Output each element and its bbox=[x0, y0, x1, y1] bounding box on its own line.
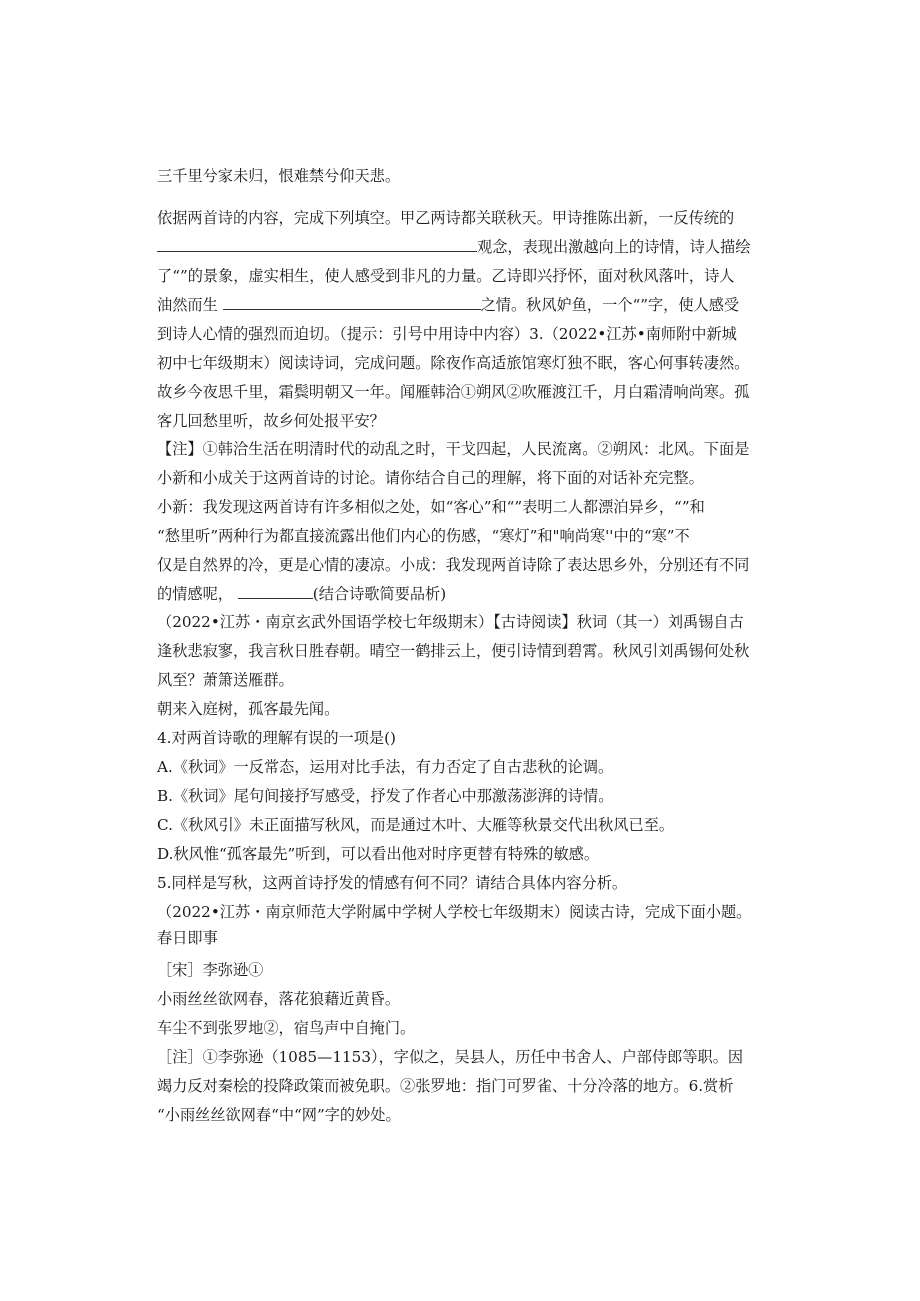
fill-blank[interactable] bbox=[223, 295, 481, 310]
text-line: 三千里兮家未归，恨难禁兮仰天悲。 bbox=[157, 167, 400, 185]
text-line: 初中七年级期末）阅读诗词，完成问题。除夜作高适旅馆寒灯独不眠，客心何事转凄然。 bbox=[157, 354, 750, 372]
question-4: 4.对两首诗歌的理解有误的一项是() bbox=[157, 729, 396, 747]
text-line: 客几回愁里听，故乡何处报平安？ bbox=[157, 412, 385, 430]
fill-blank[interactable] bbox=[157, 237, 477, 252]
poem-line: 小雨丝丝欲网春，落花狼藉近黄昏。 bbox=[157, 990, 400, 1008]
option-a: A.《秋词》一反常态，运用对比手法，有力否定了自古悲秋的论调。 bbox=[157, 758, 614, 776]
text-line: 油然而生 之情。秋风妒鱼，一个“”字，使人感受 bbox=[157, 296, 740, 314]
text-line: 观念，表现出激越向上的诗情，诗人描绘 bbox=[157, 237, 767, 257]
text-line: 依据两首诗的内容，完成下列填空。甲乙两诗都关联秋天。甲诗推陈出新，一反传统的 bbox=[157, 209, 735, 227]
text-line: 【注】①韩洽生活在明清时代的动乱之时，干戈四起，人民流离。②朔风：北风。下面是 bbox=[157, 440, 750, 458]
poem-author: ［宋］李弥逊① bbox=[157, 961, 264, 979]
fill-blank[interactable] bbox=[238, 584, 313, 599]
text-line: 仅是自然界的冷，更是心情的凄凉。小成：我发现两首诗除了表达思乡外，分别还有不同 bbox=[157, 556, 750, 574]
poem-title: 春日即事 bbox=[157, 929, 218, 947]
text-line: “愁里听”两种行为都直接流露出他们内心的伤感，“寒灯”和"响尚寒''中的“寒”不 bbox=[157, 527, 690, 545]
text-line: 竭力反对秦桧的投降政策而被免职。②张罗地：指门可罗雀、十分冷落的地方。6.赏析 bbox=[157, 1077, 734, 1095]
text-line: （2022•江苏・南京师范大学附属中学树人学校七年级期末）阅读古诗，完成下面小题。 bbox=[157, 903, 752, 921]
text-line: 的情感呢， (结合诗歌简要品析) bbox=[157, 585, 447, 603]
poem-line: 车尘不到张罗地②，宿鸟声中自掩门。 bbox=[157, 1019, 416, 1037]
text-line: ［注］①李弥逊（1085—1153），字似之，吴县人，历任中书舍人、户部侍郎等职。因 bbox=[157, 1048, 744, 1066]
option-b: B.《秋词》尾句间接抒写感受，抒发了作者心中那激荡澎湃的诗情。 bbox=[157, 787, 614, 805]
text-line: 到诗人心情的强烈而迫切。（提示：引号中用诗中内容）3.（2022•江苏•南师附中新城 bbox=[157, 325, 737, 343]
text-line: （2022•江苏・南京玄武外国语学校七年级期末）【古诗阅读】秋词（其一）刘禹锡自古 bbox=[157, 613, 744, 631]
text-line: 小新：我发现这两首诗有许多相似之处，如“客心”和“”表明二人都漂泊异乡，“”和 bbox=[157, 498, 705, 516]
option-d: D.秋风惟“孤客最先”听到，可以看出他对时序更替有特殊的敏感。 bbox=[157, 845, 600, 863]
text-line: 风至？萧箫送雁群。 bbox=[157, 671, 294, 689]
text-line: 小新和小成关于这两首诗的讨论。请你结合自己的理解，将下面的对话补充完整。 bbox=[157, 469, 704, 487]
text-line: “小雨丝丝欲网春“中“网”字的妙处。 bbox=[157, 1106, 401, 1124]
option-c: C.《秋风引》未正面描写秋风，而是通过木叶、大雁等秋景交代出秋风已至。 bbox=[157, 816, 675, 834]
text-line: 了“”的景象，虚实相生，使人感受到非凡的力量。乙诗即兴抒怀，面对秋风落叶，诗人 bbox=[157, 267, 735, 285]
text-line: 逢秋悲寂寥，我言秋日胜春朝。晴空一鹤排云上，便引诗情到碧霄。秋风引刘禹锡何处秋 bbox=[157, 642, 750, 660]
question-5: 5.同样是写秋，这两首诗抒发的情感有何不同？请结合具体内容分析。 bbox=[157, 874, 628, 892]
text-line: 故乡今夜思千里，霜鬓明朝又一年。闻雁韩洽①朔风②吹雁渡江千，月白霜清响尚寒。孤 bbox=[157, 383, 750, 401]
text-line: 朝来入庭树，孤客最先闻。 bbox=[157, 700, 340, 718]
